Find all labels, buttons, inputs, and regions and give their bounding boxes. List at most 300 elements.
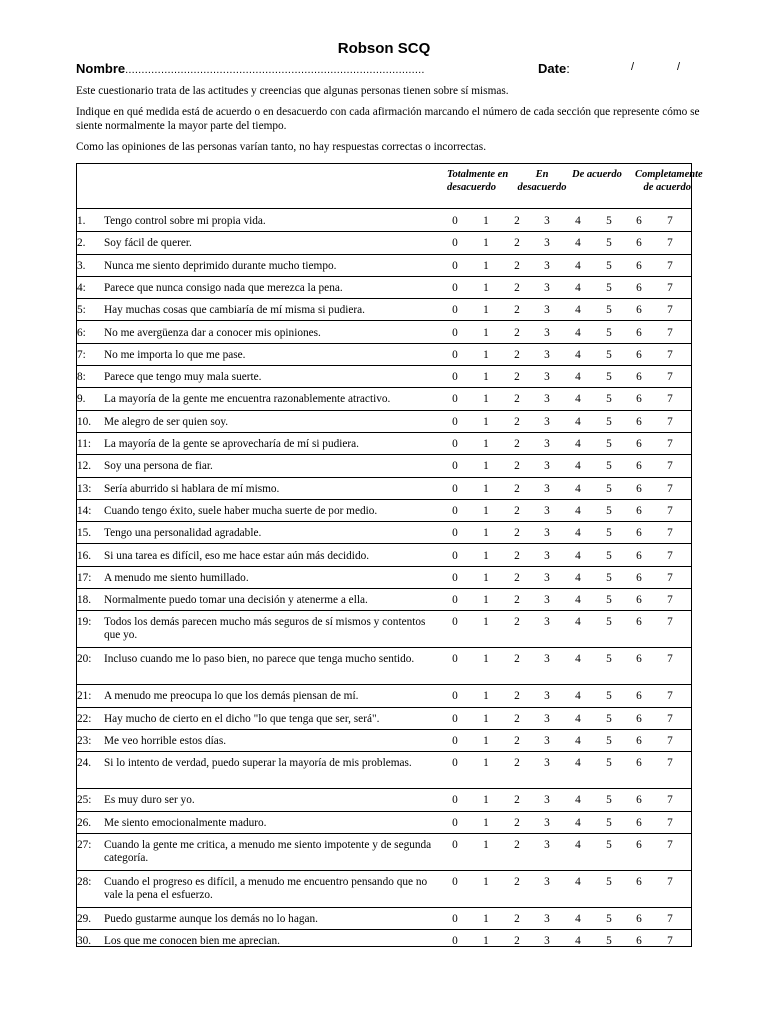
rating-option[interactable]: 4 bbox=[575, 281, 581, 294]
rating-option[interactable]: 1 bbox=[483, 348, 489, 361]
rating-option[interactable]: 1 bbox=[483, 816, 489, 829]
item-statement: No me importa lo que me pase. bbox=[104, 348, 246, 361]
rating-option[interactable]: 1 bbox=[483, 571, 489, 584]
table-row bbox=[77, 521, 691, 544]
rating-option[interactable]: 4 bbox=[575, 482, 581, 495]
rating-option[interactable]: 3 bbox=[544, 735, 550, 747]
rating-option[interactable]: 5 bbox=[606, 326, 612, 339]
item-number: 6: bbox=[77, 326, 86, 339]
rating-option[interactable]: 6 bbox=[636, 348, 642, 361]
table-row bbox=[77, 410, 691, 433]
rating-option[interactable]: 0 bbox=[452, 215, 458, 227]
table-row bbox=[77, 343, 691, 366]
rating-option[interactable]: 5 bbox=[606, 912, 612, 925]
rating-option[interactable]: 5 bbox=[606, 794, 612, 807]
rating-option[interactable]: 7 bbox=[667, 504, 673, 517]
table-row bbox=[77, 788, 691, 811]
item-number: 5: bbox=[77, 304, 86, 317]
rating-option[interactable]: 3 bbox=[544, 527, 550, 540]
rating-option[interactable]: 3 bbox=[544, 259, 550, 272]
rating-option[interactable]: 6 bbox=[636, 735, 642, 747]
rating-option[interactable]: 2 bbox=[514, 304, 520, 317]
rating-option[interactable]: 1 bbox=[483, 215, 489, 227]
item-statement: Normalmente puedo tomar una decisión y atenerme a ella. bbox=[104, 594, 368, 607]
rating-option[interactable]: 6 bbox=[636, 757, 642, 770]
rating-option[interactable]: 0 bbox=[452, 875, 458, 888]
rating-option[interactable]: 7 bbox=[667, 653, 673, 666]
rating-option[interactable]: 0 bbox=[452, 690, 458, 703]
rating-option[interactable]: 6 bbox=[636, 281, 642, 294]
item-statement: Si lo intento de verdad, puedo superar la mayoría de mis problemas. bbox=[104, 757, 412, 770]
rating-option[interactable]: 3 bbox=[544, 549, 550, 562]
item-number: 14: bbox=[77, 504, 92, 517]
rating-option[interactable]: 5 bbox=[606, 735, 612, 747]
table-row bbox=[77, 907, 691, 930]
item-number: 30. bbox=[77, 935, 92, 948]
item-statement: Me alegro de ser quien soy. bbox=[104, 415, 229, 428]
rating-option[interactable]: 7 bbox=[667, 735, 673, 747]
rating-option[interactable]: 3 bbox=[544, 690, 550, 703]
rating-option[interactable]: 4 bbox=[575, 304, 581, 317]
rating-option[interactable]: 7 bbox=[667, 237, 673, 250]
rating-option[interactable]: 6 bbox=[636, 415, 642, 428]
rating-option[interactable]: 7 bbox=[667, 304, 673, 317]
rating-option[interactable]: 6 bbox=[636, 237, 642, 250]
rating-option[interactable]: 2 bbox=[514, 460, 520, 473]
rating-option[interactable]: 5 bbox=[606, 215, 612, 227]
rating-option[interactable]: 1 bbox=[483, 794, 489, 807]
item-number: 10. bbox=[77, 415, 92, 428]
rating-option[interactable]: 2 bbox=[514, 690, 520, 703]
item-statement: Cuando el progreso es difícil, a menudo me encuentro pensando que no vale la pena el esfuerzo. bbox=[104, 875, 428, 901]
rating-option[interactable]: 6 bbox=[636, 304, 642, 317]
item-number: 28: bbox=[77, 875, 92, 888]
rating-option[interactable]: 5 bbox=[606, 757, 612, 770]
rating-option[interactable]: 6 bbox=[636, 816, 642, 829]
rating-option[interactable]: 4 bbox=[575, 237, 581, 250]
rating-option[interactable]: 7 bbox=[667, 712, 673, 725]
rating-option[interactable]: 1 bbox=[483, 616, 489, 629]
rating-option[interactable]: 0 bbox=[452, 735, 458, 747]
rating-option[interactable]: 3 bbox=[544, 438, 550, 450]
rating-option[interactable]: 5 bbox=[606, 690, 612, 703]
item-statement: Parece que nunca consigo nada que merezca la pena. bbox=[104, 281, 343, 294]
rating-option[interactable]: 7 bbox=[667, 348, 673, 361]
item-number: 21: bbox=[77, 690, 92, 703]
rating-option[interactable]: 4 bbox=[575, 712, 581, 725]
table-row bbox=[77, 588, 691, 611]
rating-option[interactable]: 4 bbox=[575, 794, 581, 807]
rating-option[interactable]: 2 bbox=[514, 653, 520, 666]
item-statement: Soy fácil de querer. bbox=[104, 237, 192, 250]
table-row bbox=[77, 544, 691, 567]
rating-option[interactable]: 0 bbox=[452, 935, 458, 948]
rating-option[interactable]: 0 bbox=[452, 912, 458, 925]
item-statement: Es muy duro ser yo. bbox=[104, 794, 195, 807]
page-title: Robson SCQ bbox=[337, 40, 431, 57]
rating-option[interactable]: 5 bbox=[606, 875, 612, 888]
rating-option[interactable]: 0 bbox=[452, 348, 458, 361]
rating-option[interactable]: 0 bbox=[452, 415, 458, 428]
rating-option[interactable]: 1 bbox=[483, 653, 489, 666]
rating-option[interactable]: 6 bbox=[636, 549, 642, 562]
rating-option[interactable]: 0 bbox=[452, 393, 458, 406]
table-row bbox=[77, 254, 691, 277]
item-statement: A menudo me siento humillado. bbox=[104, 571, 249, 584]
rating-option[interactable]: 3 bbox=[544, 326, 550, 339]
rating-option[interactable]: 0 bbox=[452, 816, 458, 829]
rating-option[interactable]: 4 bbox=[575, 594, 581, 607]
rating-option[interactable]: 4 bbox=[575, 690, 581, 703]
rating-option[interactable]: 3 bbox=[544, 237, 550, 250]
rating-option[interactable]: 2 bbox=[514, 371, 520, 384]
rating-option[interactable]: 2 bbox=[514, 935, 520, 948]
rating-option[interactable]: 4 bbox=[575, 838, 581, 851]
rating-option[interactable]: 3 bbox=[544, 348, 550, 361]
table-row bbox=[77, 929, 691, 951]
rating-option[interactable]: 2 bbox=[514, 571, 520, 584]
rating-option[interactable]: 4 bbox=[575, 527, 581, 540]
rating-option[interactable]: 5 bbox=[606, 259, 612, 272]
rating-option[interactable]: 7 bbox=[667, 594, 673, 607]
rating-option[interactable]: 5 bbox=[606, 935, 612, 948]
date-field[interactable] bbox=[538, 61, 570, 76]
rating-option[interactable]: 2 bbox=[514, 875, 520, 888]
rating-option[interactable]: 0 bbox=[452, 527, 458, 540]
table-row bbox=[77, 566, 691, 589]
intro-paragraph: Este cuestionario trata de las actitudes y creencias que algunas personas tienen sobre sí mismas. bbox=[76, 85, 509, 97]
item-number: 19: bbox=[77, 616, 92, 629]
rating-option[interactable]: 1 bbox=[483, 838, 489, 851]
rating-option[interactable]: 6 bbox=[636, 616, 642, 629]
questionnaire-table bbox=[76, 163, 703, 948]
rating-option[interactable]: 5 bbox=[606, 237, 612, 250]
rating-option[interactable]: 0 bbox=[452, 304, 458, 317]
rating-option[interactable]: 1 bbox=[483, 935, 489, 948]
rating-option[interactable]: 6 bbox=[636, 438, 642, 450]
rating-option[interactable]: 7 bbox=[667, 616, 673, 629]
rating-option[interactable]: 2 bbox=[514, 757, 520, 770]
rating-option[interactable]: 0 bbox=[452, 326, 458, 339]
rating-option[interactable]: 7 bbox=[667, 415, 673, 428]
rating-option[interactable]: 2 bbox=[514, 794, 520, 807]
item-number: 4: bbox=[77, 281, 86, 294]
table-row bbox=[77, 684, 691, 707]
rating-option[interactable]: 2 bbox=[514, 482, 520, 495]
rating-option[interactable]: 7 bbox=[667, 571, 673, 584]
rating-option[interactable]: 3 bbox=[544, 616, 550, 629]
rating-option[interactable]: 7 bbox=[667, 259, 673, 272]
rating-option[interactable]: 2 bbox=[514, 816, 520, 829]
rating-option[interactable]: 1 bbox=[483, 259, 489, 272]
rating-option[interactable]: 7 bbox=[667, 326, 673, 339]
rating-option[interactable]: 0 bbox=[452, 616, 458, 629]
rating-option[interactable]: 7 bbox=[667, 371, 673, 384]
rating-option[interactable]: 7 bbox=[667, 281, 673, 294]
rating-option[interactable]: 4 bbox=[575, 460, 581, 473]
rating-option[interactable]: 0 bbox=[452, 460, 458, 473]
rating-option[interactable]: 2 bbox=[514, 594, 520, 607]
rating-option[interactable]: 0 bbox=[452, 482, 458, 495]
rating-option[interactable]: 6 bbox=[636, 527, 642, 540]
rating-option[interactable]: 5 bbox=[606, 816, 612, 829]
rating-option[interactable]: 1 bbox=[483, 304, 489, 317]
rating-option[interactable]: 4 bbox=[575, 735, 581, 747]
rating-option[interactable]: 1 bbox=[483, 504, 489, 517]
rating-option[interactable]: 2 bbox=[514, 838, 520, 851]
table-row bbox=[77, 707, 691, 730]
rating-option[interactable]: 7 bbox=[667, 912, 673, 925]
rating-option[interactable]: 2 bbox=[514, 616, 520, 629]
rating-option[interactable]: 0 bbox=[452, 838, 458, 851]
rating-option[interactable]: 3 bbox=[544, 757, 550, 770]
item-number: 20: bbox=[77, 653, 92, 666]
rating-option[interactable]: 0 bbox=[452, 259, 458, 272]
rating-option[interactable]: 0 bbox=[452, 504, 458, 517]
rating-option[interactable]: 1 bbox=[483, 281, 489, 294]
table-row bbox=[77, 321, 691, 344]
rating-option[interactable]: 5 bbox=[606, 371, 612, 384]
rating-option[interactable]: 6 bbox=[636, 571, 642, 584]
rating-option[interactable]: 1 bbox=[483, 393, 489, 406]
rating-option[interactable]: 5 bbox=[606, 653, 612, 666]
rating-option[interactable]: 2 bbox=[514, 326, 520, 339]
rating-option[interactable]: 2 bbox=[514, 393, 520, 406]
item-number: 13: bbox=[77, 482, 92, 495]
rating-option[interactable]: 4 bbox=[575, 215, 581, 227]
rating-option[interactable]: 0 bbox=[452, 237, 458, 250]
item-number: 15. bbox=[77, 527, 92, 540]
rating-option[interactable]: 4 bbox=[575, 549, 581, 562]
rating-option[interactable]: 5 bbox=[606, 616, 612, 629]
rating-option[interactable]: 6 bbox=[636, 215, 642, 227]
rating-option[interactable]: 0 bbox=[452, 712, 458, 725]
rating-option[interactable]: 3 bbox=[544, 371, 550, 384]
rating-option[interactable]: 6 bbox=[636, 712, 642, 725]
name-field[interactable]: ............................................................................................ bbox=[125, 64, 425, 76]
rating-option[interactable]: 4 bbox=[575, 504, 581, 517]
rating-option[interactable]: 0 bbox=[452, 594, 458, 607]
rating-option[interactable]: 2 bbox=[514, 527, 520, 540]
rating-option[interactable]: 7 bbox=[667, 527, 673, 540]
rating-option[interactable]: 6 bbox=[636, 371, 642, 384]
rating-option[interactable]: 3 bbox=[544, 653, 550, 666]
item-number: 11: bbox=[77, 438, 92, 450]
rating-option[interactable]: 3 bbox=[544, 482, 550, 495]
rating-option[interactable]: 6 bbox=[636, 482, 642, 495]
rating-option[interactable]: 2 bbox=[514, 415, 520, 428]
rating-option[interactable]: 7 bbox=[667, 549, 673, 562]
rating-option[interactable]: 3 bbox=[544, 393, 550, 406]
item-number: 12. bbox=[77, 460, 92, 473]
rating-option[interactable]: 3 bbox=[544, 304, 550, 317]
rating-option[interactable]: 1 bbox=[483, 438, 489, 450]
rating-option[interactable]: 1 bbox=[483, 912, 489, 925]
rating-option[interactable]: 5 bbox=[606, 348, 612, 361]
rating-option[interactable]: 6 bbox=[636, 504, 642, 517]
rating-option[interactable]: 0 bbox=[452, 371, 458, 384]
table-row bbox=[77, 432, 691, 455]
rating-option[interactable]: 5 bbox=[606, 281, 612, 294]
rating-option[interactable]: 6 bbox=[636, 393, 642, 406]
rating-option[interactable]: 3 bbox=[544, 794, 550, 807]
rating-option[interactable]: 6 bbox=[636, 912, 642, 925]
rating-option[interactable]: 0 bbox=[452, 281, 458, 294]
rating-option[interactable]: 0 bbox=[452, 794, 458, 807]
rating-option[interactable]: 4 bbox=[575, 371, 581, 384]
rating-option[interactable]: 3 bbox=[544, 415, 550, 428]
rating-option[interactable]: 5 bbox=[606, 838, 612, 851]
item-number: 2. bbox=[77, 237, 86, 250]
rating-option[interactable]: 5 bbox=[606, 712, 612, 725]
rating-option[interactable]: 0 bbox=[452, 571, 458, 584]
rating-option[interactable]: 7 bbox=[667, 393, 673, 406]
rating-option[interactable]: 2 bbox=[514, 281, 520, 294]
rating-option[interactable]: 3 bbox=[544, 571, 550, 584]
rating-option[interactable]: 4 bbox=[575, 875, 581, 888]
rating-option[interactable]: 4 bbox=[575, 757, 581, 770]
rating-option[interactable]: 4 bbox=[575, 415, 581, 428]
item-statement: Sería aburrido si hablara de mí mismo. bbox=[104, 482, 280, 495]
rating-option[interactable]: 1 bbox=[483, 482, 489, 495]
rating-option[interactable]: 4 bbox=[575, 348, 581, 361]
rating-option[interactable]: 6 bbox=[636, 794, 642, 807]
rating-option[interactable]: 7 bbox=[667, 838, 673, 851]
rating-option[interactable]: 2 bbox=[514, 549, 520, 562]
rating-option[interactable]: 1 bbox=[483, 549, 489, 562]
item-statement: Hay muchas cosas que cambiaría de mí misma si pudiera. bbox=[104, 304, 366, 317]
rating-option[interactable]: 7 bbox=[667, 935, 673, 948]
rating-option[interactable]: 6 bbox=[636, 460, 642, 473]
rating-option[interactable]: 4 bbox=[575, 259, 581, 272]
rating-option[interactable]: 1 bbox=[483, 415, 489, 428]
rating-option[interactable]: 1 bbox=[483, 371, 489, 384]
rating-option[interactable]: 6 bbox=[636, 653, 642, 666]
table-header bbox=[77, 164, 703, 209]
rating-option[interactable]: 6 bbox=[636, 326, 642, 339]
rating-option[interactable]: 3 bbox=[544, 504, 550, 517]
rating-option[interactable]: 5 bbox=[606, 594, 612, 607]
item-statement: La mayoría de la gente me encuentra razonablemente atractivo. bbox=[104, 393, 391, 406]
rating-option[interactable]: 3 bbox=[544, 838, 550, 851]
rating-option[interactable]: 1 bbox=[483, 690, 489, 703]
header-strongly-agree: Completamente de acuerdo bbox=[635, 169, 703, 193]
table-row bbox=[77, 833, 691, 871]
rating-option[interactable]: 6 bbox=[636, 690, 642, 703]
rating-option[interactable]: 5 bbox=[606, 549, 612, 562]
rating-option[interactable]: 1 bbox=[483, 326, 489, 339]
rating-option[interactable]: 1 bbox=[483, 875, 489, 888]
item-statement: Tengo una personalidad agradable. bbox=[104, 527, 262, 540]
rating-option[interactable]: 0 bbox=[452, 653, 458, 666]
item-number: 23: bbox=[77, 735, 92, 747]
rating-option[interactable]: 7 bbox=[667, 794, 673, 807]
table-row bbox=[77, 499, 691, 522]
rating-option[interactable]: 1 bbox=[483, 757, 489, 770]
rating-option[interactable]: 0 bbox=[452, 438, 458, 450]
rating-option[interactable]: 0 bbox=[452, 549, 458, 562]
item-number: 29. bbox=[77, 912, 92, 925]
rating-option[interactable]: 7 bbox=[667, 482, 673, 495]
rating-option[interactable]: 4 bbox=[575, 616, 581, 629]
rating-option[interactable]: 3 bbox=[544, 712, 550, 725]
rating-option[interactable]: 2 bbox=[514, 712, 520, 725]
rating-option[interactable]: 4 bbox=[575, 326, 581, 339]
rating-option[interactable]: 3 bbox=[544, 935, 550, 948]
table-row bbox=[77, 365, 691, 388]
rating-option[interactable]: 7 bbox=[667, 215, 673, 227]
rating-option[interactable]: 2 bbox=[514, 912, 520, 925]
rating-option[interactable]: 4 bbox=[575, 912, 581, 925]
rating-option[interactable]: 5 bbox=[606, 393, 612, 406]
item-number: 1. bbox=[77, 215, 86, 227]
rating-option[interactable]: 3 bbox=[544, 594, 550, 607]
rating-option[interactable]: 3 bbox=[544, 875, 550, 888]
rating-option[interactable]: 5 bbox=[606, 438, 612, 450]
rating-option[interactable]: 0 bbox=[452, 757, 458, 770]
rating-option[interactable]: 7 bbox=[667, 816, 673, 829]
rating-option[interactable]: 1 bbox=[483, 527, 489, 540]
rating-option[interactable]: 2 bbox=[514, 735, 520, 747]
rating-option[interactable]: 3 bbox=[544, 215, 550, 227]
date-colon: : bbox=[566, 61, 570, 76]
rating-option[interactable]: 4 bbox=[575, 438, 581, 450]
rating-option[interactable]: 2 bbox=[514, 259, 520, 272]
rating-option[interactable]: 5 bbox=[606, 482, 612, 495]
rating-option[interactable]: 3 bbox=[544, 281, 550, 294]
rating-option[interactable]: 7 bbox=[667, 460, 673, 473]
rating-option[interactable]: 5 bbox=[606, 504, 612, 517]
rating-option[interactable]: 1 bbox=[483, 237, 489, 250]
rating-option[interactable]: 4 bbox=[575, 653, 581, 666]
rating-option[interactable]: 3 bbox=[544, 816, 550, 829]
rating-option[interactable]: 1 bbox=[483, 735, 489, 747]
rating-option[interactable]: 3 bbox=[544, 460, 550, 473]
rating-option[interactable]: 7 bbox=[667, 690, 673, 703]
rating-option[interactable]: 5 bbox=[606, 527, 612, 540]
rating-option[interactable]: 5 bbox=[606, 571, 612, 584]
rating-option[interactable]: 4 bbox=[575, 393, 581, 406]
rating-option[interactable]: 4 bbox=[575, 571, 581, 584]
rating-option[interactable]: 2 bbox=[514, 504, 520, 517]
rating-option[interactable]: 4 bbox=[575, 935, 581, 948]
rating-option[interactable]: 7 bbox=[667, 438, 673, 450]
rating-option[interactable]: 6 bbox=[636, 259, 642, 272]
rating-option[interactable]: 2 bbox=[514, 438, 520, 450]
rating-option[interactable]: 5 bbox=[606, 460, 612, 473]
rating-option[interactable]: 7 bbox=[667, 875, 673, 888]
rating-option[interactable]: 2 bbox=[514, 237, 520, 250]
rating-option[interactable]: 6 bbox=[636, 875, 642, 888]
item-statement: Me siento emocionalmente maduro. bbox=[104, 816, 267, 829]
date-slash: / bbox=[677, 61, 681, 73]
table-row bbox=[77, 870, 691, 908]
rating-option[interactable]: 1 bbox=[483, 594, 489, 607]
rating-option[interactable]: 2 bbox=[514, 215, 520, 227]
rating-option[interactable]: 6 bbox=[636, 838, 642, 851]
rating-option[interactable]: 6 bbox=[636, 594, 642, 607]
rating-option[interactable]: 2 bbox=[514, 348, 520, 361]
rating-option[interactable]: 1 bbox=[483, 712, 489, 725]
rating-option[interactable]: 3 bbox=[544, 912, 550, 925]
rating-option[interactable]: 5 bbox=[606, 415, 612, 428]
rating-option[interactable]: 6 bbox=[636, 935, 642, 948]
item-number: 17: bbox=[77, 571, 92, 584]
rating-option[interactable]: 5 bbox=[606, 304, 612, 317]
rating-option[interactable]: 7 bbox=[667, 757, 673, 770]
rating-option[interactable]: 1 bbox=[483, 460, 489, 473]
rating-option[interactable]: 4 bbox=[575, 816, 581, 829]
